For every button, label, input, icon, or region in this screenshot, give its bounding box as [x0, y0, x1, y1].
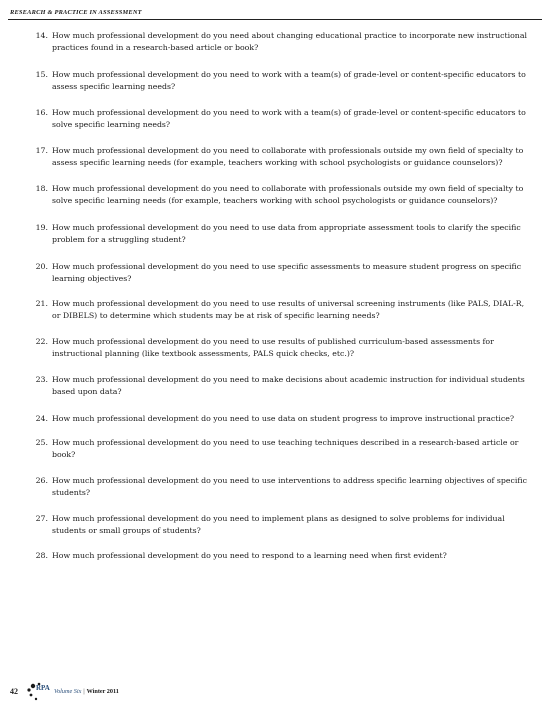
question-text: How much professional development do you need to respond to a learning need when first evident?	[52, 551, 447, 560]
question-number: 28.	[35, 551, 48, 560]
question-number: 26.	[35, 476, 48, 485]
logo-text: RPA	[36, 684, 50, 692]
question-number: 27.	[35, 514, 48, 523]
journal-volume: Volume Six	[54, 688, 82, 695]
question-number: 17.	[35, 146, 48, 155]
question-number: 25.	[35, 438, 48, 447]
question-text: How much professional development do you need about changing educational practice to incorporate new instructional practices found in a research-based article or book?	[52, 31, 527, 52]
footer-separator: |	[83, 688, 85, 695]
question-text: How much professional development do you need to work with a team(s) of grade-level or content-specific educators to solve specific learning needs?	[52, 108, 526, 129]
running-head: RESEARCH & PRACTICE IN ASSESSMENT	[10, 9, 142, 16]
question-number: 14.	[35, 31, 48, 40]
question-number: 16.	[35, 108, 48, 117]
question-text: How much professional development do you need to use data on student progress to improve instructional practice?	[52, 414, 515, 423]
question-text: How much professional development do you need to use specific assessments to measure student progress on specific learning objectives?	[52, 262, 522, 283]
question-text: How much professional development do you need to collaborate with professionals outside my own field of specialty to solve specific learning needs (for example, teachers working with school psychologists or guidance counselors)?	[52, 184, 524, 205]
question-text: How much professional development do you need to collaborate with professionals outside my own field of specialty to assess specific learning needs (for example, teachers working with school psychologists or guidance counselors)?	[52, 146, 524, 167]
question-text: How much professional development do you need to make decisions about academic instruction for individual students based upon data?	[52, 375, 525, 396]
rpa-logo-icon	[24, 679, 50, 705]
question-number: 19.	[35, 223, 48, 232]
question-number: 20.	[35, 262, 48, 271]
question-text: How much professional development do you need to use teaching techniques described in a research-based article or book?	[52, 438, 519, 459]
question-number: 18.	[35, 184, 48, 193]
question-text: How much professional development do you need to implement plans as designed to solve problems for individual students or small groups of students?	[52, 514, 505, 535]
question-text: How much professional development do you need to work with a team(s) of grade-level or content-specific educators to assess specific learning needs?	[52, 70, 526, 91]
question-number: 15.	[35, 70, 48, 79]
footer-info	[54, 688, 119, 695]
question-number: 24.	[35, 414, 48, 423]
question-text: How much professional development do you need to use results of published curriculum-based assessments for instructional planning (like textbook assessments, PALS quick checks, etc.)?	[52, 337, 494, 358]
question-text: How much professional development do you need to use data from appropriate assessment tools to clarify the specific problem for a struggling student?	[52, 223, 521, 244]
header-rule	[8, 19, 542, 20]
question-text: How much professional development do you need to use results of universal screening instruments (like PALS, DIAL-R, or DIBELS) to determine which students may be at risk of specific learning needs?	[52, 299, 525, 320]
question-number: 21.	[35, 299, 48, 308]
issue-date: Winter 2011	[86, 688, 119, 695]
question-text: How much professional development do you need to use interventions to address specific learning objectives of specific students?	[52, 476, 527, 497]
question-number: 22.	[35, 337, 48, 346]
question-number: 23.	[35, 375, 48, 384]
page-number: 42	[10, 687, 18, 696]
